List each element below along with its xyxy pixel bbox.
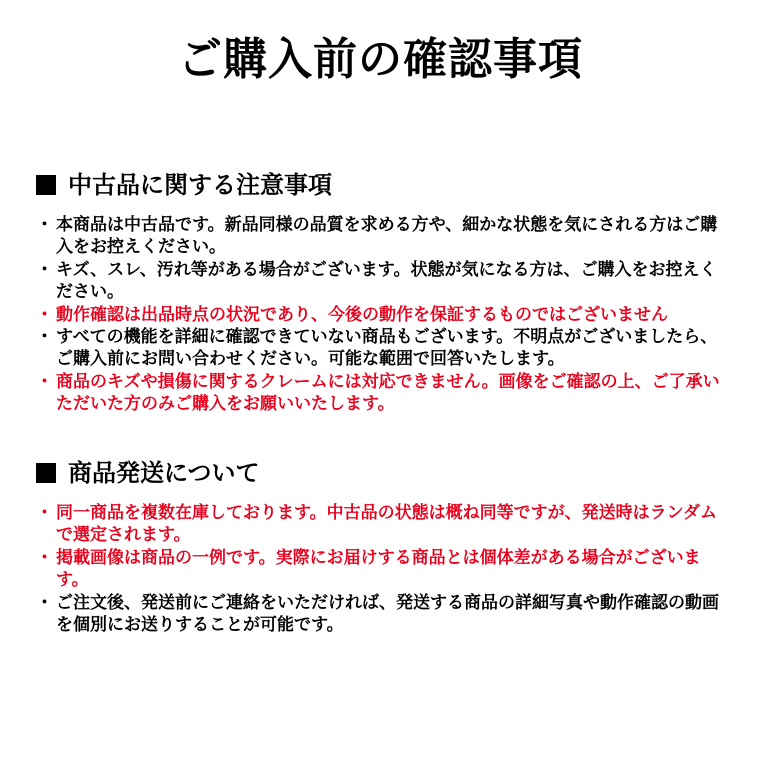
bullet-dot-icon: ・ xyxy=(36,547,53,568)
section-heading xyxy=(36,168,726,202)
black-square-icon xyxy=(36,463,56,483)
bullet-dot-icon: ・ xyxy=(36,371,53,392)
bullet-dot-icon: ・ xyxy=(36,503,53,523)
list-item xyxy=(36,592,726,637)
list-item-text: 商品のキズや損傷に関するクレームには対応できません。画像をご確認の上、ご了承いただいた方のみご購入をお願いいたします。 xyxy=(56,371,720,415)
shipping-notes-list xyxy=(36,502,726,636)
list-item xyxy=(36,214,726,259)
bullet-dot-icon: ・ xyxy=(36,304,53,325)
section-heading xyxy=(36,456,726,490)
list-item-text: キズ、スレ、汚れ等がある場合がございます。状態が気になる方は、ご購入をお控えください。 xyxy=(56,259,717,303)
list-item-text: 同一商品を複数在庫しております。中古品の状態は概ね同等ですが、発送時はランダムで選定されます。 xyxy=(56,503,717,546)
list-item-warning xyxy=(36,304,726,326)
list-item-warning xyxy=(36,502,726,547)
list-item-text: 掲載画像は商品の一例です。実際にお届けする商品とは個体差がある場合がございます。 xyxy=(56,547,701,591)
bullet-dot-icon: ・ xyxy=(36,259,53,280)
section-heading-text: 中古品に関する注意事項 xyxy=(68,171,332,199)
list-item-warning xyxy=(36,547,726,592)
list-item xyxy=(36,326,726,371)
list-item-warning xyxy=(36,371,726,416)
shipping-notes-section xyxy=(36,456,726,636)
used-item-notes-list xyxy=(36,214,726,416)
bullet-dot-icon: ・ xyxy=(36,215,53,235)
list-item-text: ご注文後、発送前にご連絡をいただければ、発送する商品の詳細写真や動作確認の動画を個別にお送りすることが可能です。 xyxy=(56,592,719,636)
used-item-notes-section xyxy=(36,168,726,416)
black-square-icon xyxy=(36,175,56,195)
bullet-dot-icon: ・ xyxy=(36,327,53,348)
list-item-text: 本商品は中古品です。新品同様の品質を求める方や、細かな状態を気にされる方はご購入をお控えください。 xyxy=(56,215,718,258)
section-heading-text: 商品発送について xyxy=(68,459,260,487)
list-item-text: すべての機能を詳細に確認できていない商品もございます。不明点がございましたら、ご購入前にお問い合わせください。可能な範囲で回答いたします。 xyxy=(56,327,718,370)
list-item xyxy=(36,259,726,304)
bullet-dot-icon: ・ xyxy=(36,592,53,613)
list-item-text: 動作確認は出品時点の状況であり、今後の動作を保証するものではございません xyxy=(56,304,668,325)
page-title: ご購入前の確認事項 xyxy=(178,34,583,85)
